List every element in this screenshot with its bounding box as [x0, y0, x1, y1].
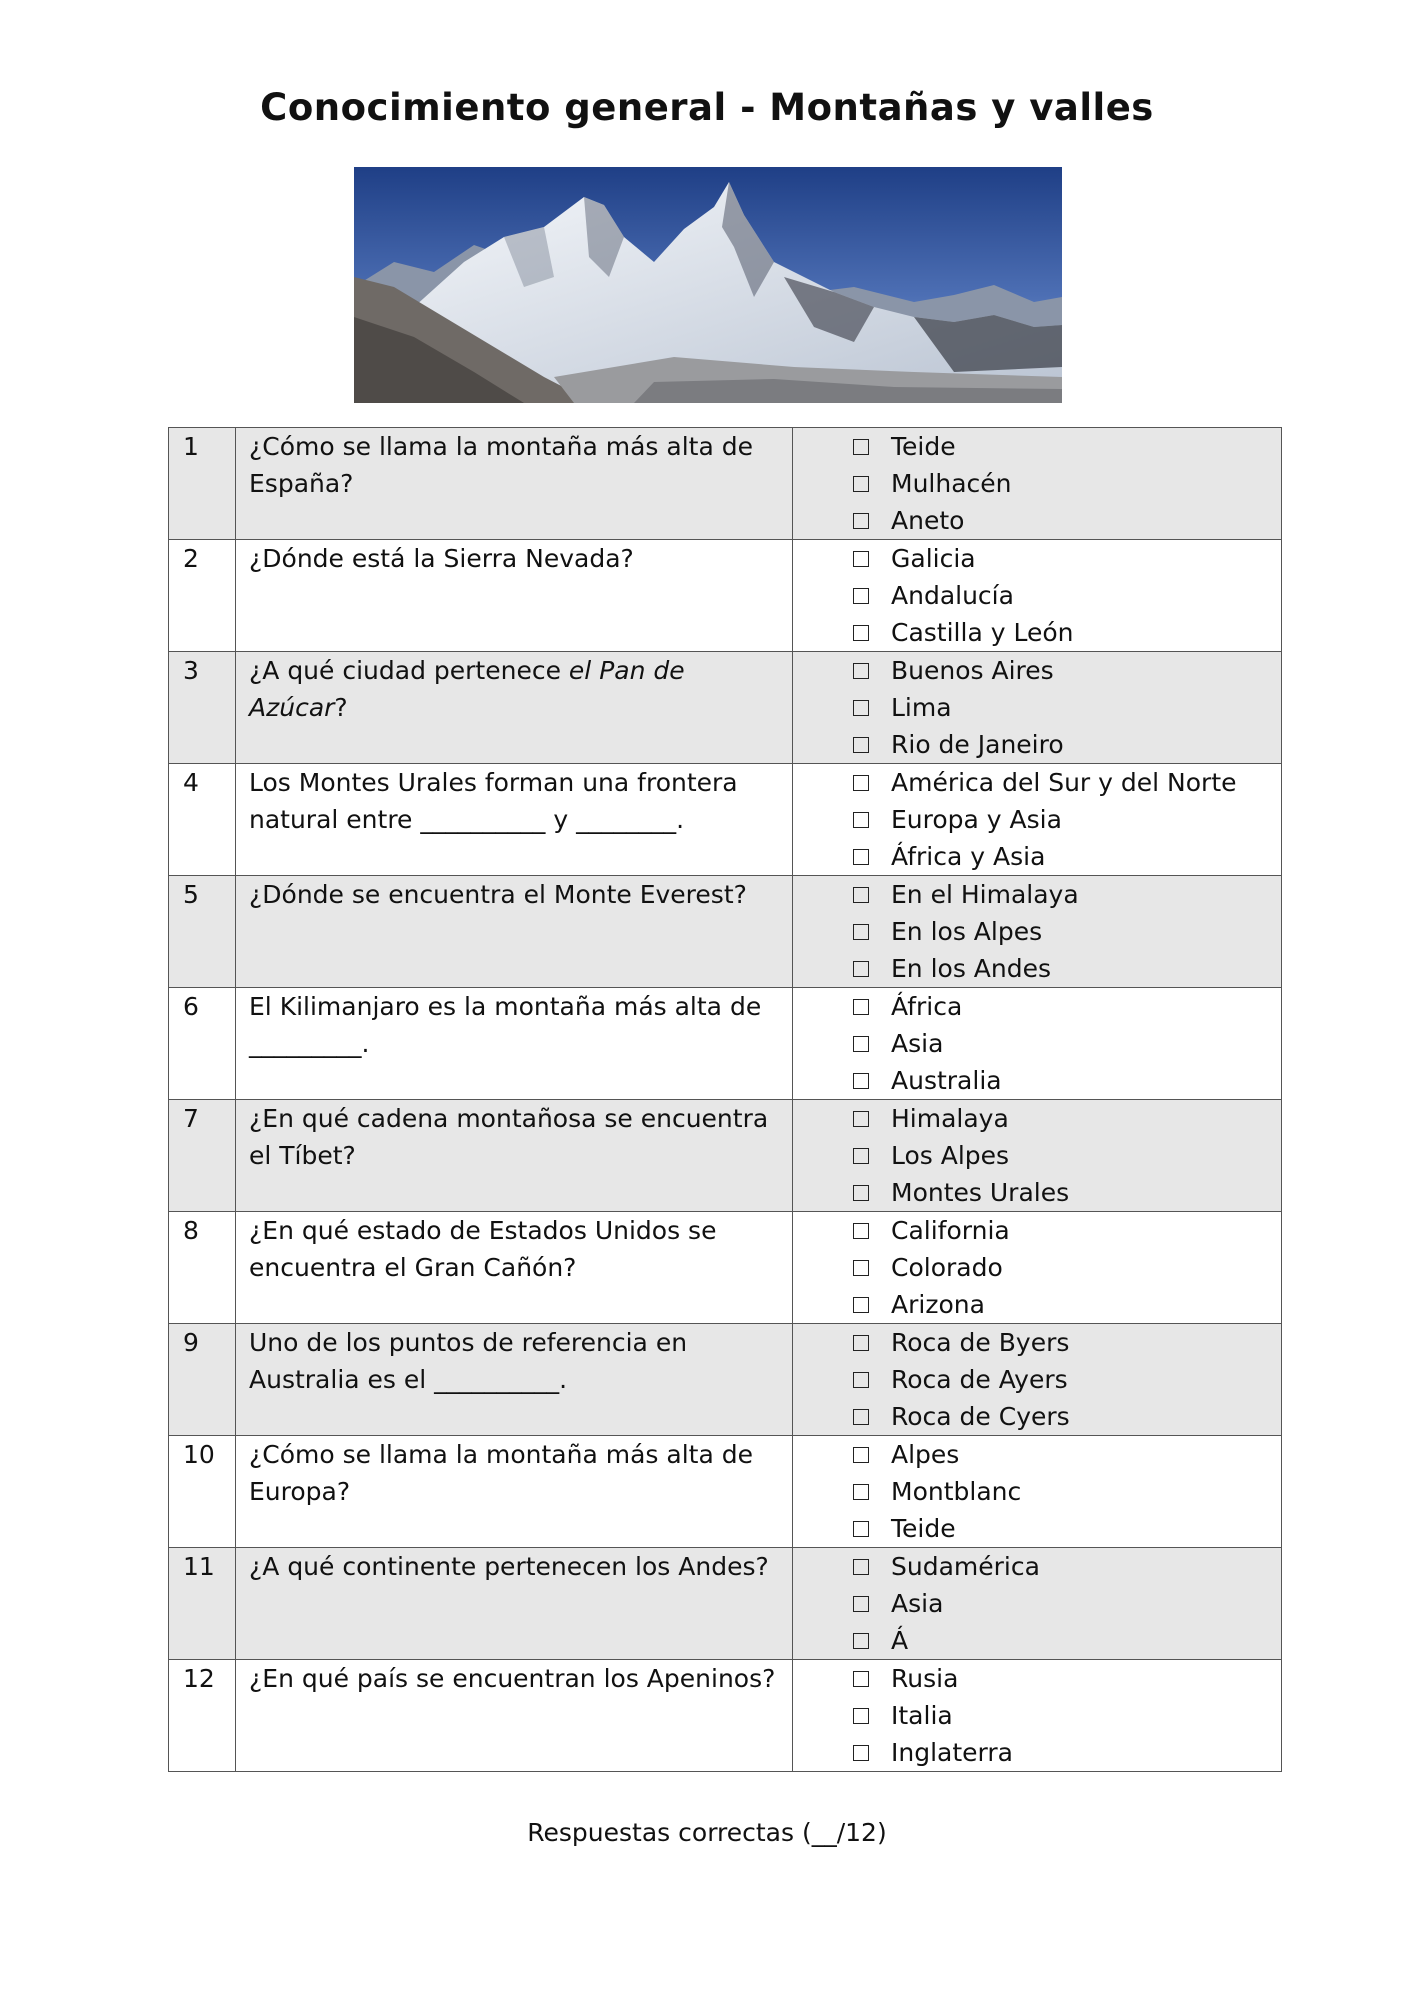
checkbox[interactable]: [853, 1484, 869, 1500]
answer-option[interactable]: [853, 1473, 1281, 1510]
checkbox[interactable]: [853, 1148, 869, 1164]
answer-option[interactable]: [853, 1585, 1281, 1622]
checkbox[interactable]: [853, 513, 869, 529]
checkbox[interactable]: [853, 1111, 869, 1127]
question-number: 10: [169, 1436, 236, 1548]
checkbox[interactable]: [853, 439, 869, 455]
answer-option[interactable]: [853, 502, 1281, 539]
checkbox[interactable]: [853, 812, 869, 828]
question-number: 5: [169, 876, 236, 988]
question-row: [169, 1324, 1282, 1436]
question-row: [169, 988, 1282, 1100]
answer-option-label: Himalaya: [891, 1104, 1009, 1133]
checkbox[interactable]: [853, 588, 869, 604]
answer-option[interactable]: [853, 1436, 1281, 1473]
question-row: [169, 1100, 1282, 1212]
question-row: [169, 1436, 1282, 1548]
answer-option[interactable]: [853, 1548, 1281, 1585]
answer-option-label: Arizona: [891, 1290, 985, 1319]
question-row: [169, 652, 1282, 764]
answer-option[interactable]: [853, 876, 1281, 913]
question-text: ¿En qué cadena montañosa se encuentra el Tíbet?: [236, 1100, 793, 1212]
checkbox[interactable]: [853, 476, 869, 492]
checkbox[interactable]: [853, 1185, 869, 1201]
answer-option[interactable]: [853, 1697, 1281, 1734]
question-text: Los Montes Urales forman una frontera natural entre __________ y ________.: [236, 764, 793, 876]
question-text: ¿Dónde está la Sierra Nevada?: [236, 540, 793, 652]
checkbox[interactable]: [853, 1708, 869, 1724]
answer-option[interactable]: [853, 764, 1281, 801]
answer-option[interactable]: [853, 614, 1281, 651]
answer-option[interactable]: [853, 801, 1281, 838]
checkbox[interactable]: [853, 1671, 869, 1687]
answer-option-label: Los Alpes: [891, 1141, 1010, 1170]
checkbox[interactable]: [853, 961, 869, 977]
answer-option[interactable]: [853, 1324, 1281, 1361]
answer-option[interactable]: [853, 1062, 1281, 1099]
answer-options: [793, 1212, 1282, 1324]
answer-option-label: En los Andes: [891, 954, 1052, 983]
question-number: 6: [169, 988, 236, 1100]
question-number: 11: [169, 1548, 236, 1660]
checkbox[interactable]: [853, 887, 869, 903]
question-text-part: ¿A qué ciudad pertenece: [249, 656, 569, 685]
answer-option[interactable]: [853, 913, 1281, 950]
answer-option-label: Alpes: [891, 1440, 960, 1469]
answer-option-label: Roca de Ayers: [891, 1365, 1068, 1394]
checkbox[interactable]: [853, 1447, 869, 1463]
answer-option-label: En los Alpes: [891, 917, 1043, 946]
answer-option[interactable]: [853, 950, 1281, 987]
answer-option-label: Rusia: [891, 1664, 959, 1693]
checkbox[interactable]: [853, 1409, 869, 1425]
answer-option[interactable]: [853, 1249, 1281, 1286]
answer-options: [793, 652, 1282, 764]
answer-option-label: Mulhacén: [891, 469, 1012, 498]
checkbox[interactable]: [853, 1521, 869, 1537]
checkbox[interactable]: [853, 1260, 869, 1276]
question-text: Uno de los puntos de referencia en Australia es el __________.: [236, 1324, 793, 1436]
question-text: [236, 652, 793, 764]
answer-option[interactable]: [853, 652, 1281, 689]
answer-option[interactable]: [853, 1137, 1281, 1174]
checkbox[interactable]: [853, 849, 869, 865]
question-row: [169, 1548, 1282, 1660]
answer-option-label: Colorado: [891, 1253, 1003, 1282]
checkbox[interactable]: [853, 1372, 869, 1388]
answer-option[interactable]: [853, 1622, 1281, 1659]
checkbox[interactable]: [853, 924, 869, 940]
answer-option[interactable]: [853, 1025, 1281, 1062]
question-text: ¿A qué continente pertenecen los Andes?: [236, 1548, 793, 1660]
answer-option[interactable]: [853, 577, 1281, 614]
checkbox[interactable]: [853, 737, 869, 753]
answer-option-label: Teide: [891, 1514, 956, 1543]
page-title: Conocimiento general - Montañas y valles: [260, 86, 1154, 129]
question-row: [169, 876, 1282, 988]
answer-options: [793, 540, 1282, 652]
question-number: 1: [169, 428, 236, 540]
answer-option[interactable]: [853, 1361, 1281, 1398]
answer-option-label: Rio de Janeiro: [891, 730, 1064, 759]
answer-option[interactable]: [853, 1734, 1281, 1771]
checkbox[interactable]: [853, 1297, 869, 1313]
answer-option[interactable]: [853, 1212, 1281, 1249]
question-text-part: ?: [334, 693, 348, 722]
checkbox[interactable]: [853, 1633, 869, 1649]
question-number: 4: [169, 764, 236, 876]
mountain-photo: [354, 167, 1062, 403]
answer-option-label: Teide: [891, 432, 956, 461]
answer-option-label: Buenos Aires: [891, 656, 1054, 685]
answer-option[interactable]: [853, 1174, 1281, 1211]
answer-option[interactable]: [853, 428, 1281, 465]
answer-options: [793, 428, 1282, 540]
answer-options: [793, 876, 1282, 988]
answer-option-label: Castilla y León: [891, 618, 1074, 647]
checkbox[interactable]: [853, 999, 869, 1015]
question-text: ¿En qué estado de Estados Unidos se encuentra el Gran Cañón?: [236, 1212, 793, 1324]
score-footer: Respuestas correctas (__/12): [527, 1818, 887, 1847]
checkbox[interactable]: [853, 663, 869, 679]
checkbox[interactable]: [853, 700, 869, 716]
answer-option[interactable]: [853, 838, 1281, 875]
question-row: [169, 764, 1282, 876]
answer-options: [793, 1660, 1282, 1772]
checkbox[interactable]: [853, 1223, 869, 1239]
answer-option-label: Montes Urales: [891, 1178, 1070, 1207]
answer-option-label: Sudamérica: [891, 1552, 1040, 1581]
answer-option-label: En el Himalaya: [891, 880, 1079, 909]
answer-option[interactable]: [853, 988, 1281, 1025]
question-row: [169, 1212, 1282, 1324]
question-row: [169, 1660, 1282, 1772]
question-row: [169, 428, 1282, 540]
answer-option-label: África: [891, 992, 963, 1021]
question-row: [169, 540, 1282, 652]
answer-options: [793, 1548, 1282, 1660]
checkbox[interactable]: [853, 625, 869, 641]
question-text: ¿Cómo se llama la montaña más alta de España?: [236, 428, 793, 540]
answer-option-label: Roca de Byers: [891, 1328, 1070, 1357]
answer-option-label: Andalucía: [891, 581, 1014, 610]
checkbox[interactable]: [853, 1559, 869, 1575]
checkbox[interactable]: [853, 1596, 869, 1612]
answer-option-label: América del Sur y del Norte: [891, 768, 1237, 797]
answer-option[interactable]: [853, 1660, 1281, 1697]
answer-option[interactable]: [853, 1398, 1281, 1435]
answer-options: [793, 988, 1282, 1100]
answer-option-label: África y Asia: [891, 842, 1046, 871]
question-number: 8: [169, 1212, 236, 1324]
answer-options: [793, 1100, 1282, 1212]
answer-options: [793, 1436, 1282, 1548]
question-text: ¿En qué país se encuentran los Apeninos?: [236, 1660, 793, 1772]
question-number: 2: [169, 540, 236, 652]
answer-option-label: Roca de Cyers: [891, 1402, 1070, 1431]
answer-option[interactable]: [853, 465, 1281, 502]
question-text-italic: el Pan de Azúcar: [249, 656, 685, 722]
question-text: ¿Cómo se llama la montaña más alta de Europa?: [236, 1436, 793, 1548]
answer-option-label: Australia: [891, 1066, 1002, 1095]
question-text: El Kilimanjaro es la montaña más alta de _________.: [236, 988, 793, 1100]
checkbox[interactable]: [853, 1073, 869, 1089]
checkbox[interactable]: [853, 1745, 869, 1761]
answer-option-label: Aneto: [891, 506, 965, 535]
answer-option-label: Inglaterra: [891, 1738, 1013, 1767]
answer-option[interactable]: [853, 1510, 1281, 1547]
checkbox[interactable]: [853, 551, 869, 567]
answer-option[interactable]: [853, 1286, 1281, 1323]
question-text: ¿Dónde se encuentra el Monte Everest?: [236, 876, 793, 988]
answer-option[interactable]: [853, 726, 1281, 763]
question-number: 9: [169, 1324, 236, 1436]
checkbox[interactable]: [853, 1335, 869, 1351]
question-number: 7: [169, 1100, 236, 1212]
answer-option-label: Asia: [891, 1589, 944, 1618]
checkbox[interactable]: [853, 1036, 869, 1052]
answer-option-label: Europa y Asia: [891, 805, 1062, 834]
answer-option-label: Montblanc: [891, 1477, 1022, 1506]
question-number: 12: [169, 1660, 236, 1772]
answer-option-label: California: [891, 1216, 1010, 1245]
answer-option-label: Á: [891, 1626, 909, 1655]
answer-option-label: Galicia: [891, 544, 976, 573]
answer-option[interactable]: [853, 540, 1281, 577]
answer-options: [793, 1324, 1282, 1436]
answer-option[interactable]: [853, 689, 1281, 726]
answer-option-label: Asia: [891, 1029, 944, 1058]
quiz-table: [168, 427, 1282, 1772]
answer-option-label: Italia: [891, 1701, 953, 1730]
answer-option-label: Lima: [891, 693, 952, 722]
question-number: 3: [169, 652, 236, 764]
answer-option[interactable]: [853, 1100, 1281, 1137]
answer-options: [793, 764, 1282, 876]
checkbox[interactable]: [853, 775, 869, 791]
